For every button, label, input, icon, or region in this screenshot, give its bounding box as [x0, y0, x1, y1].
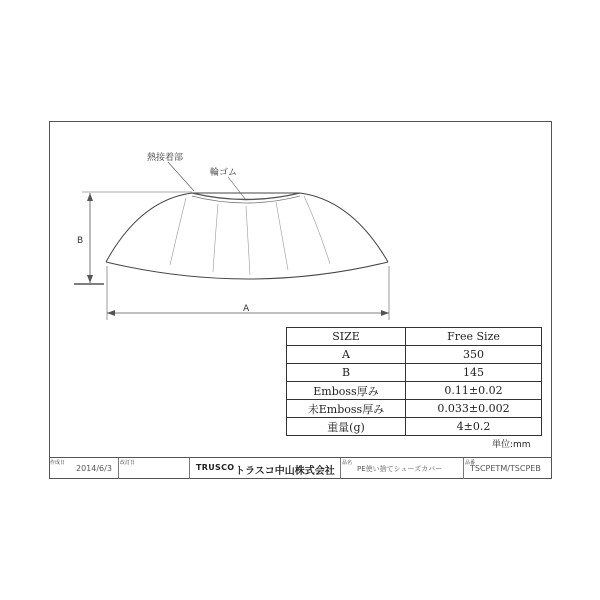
- model-cell: [464, 458, 552, 479]
- dimension-b-label: B: [77, 236, 84, 246]
- table-row: [287, 400, 542, 418]
- spec-label: Emboss厚み: [287, 382, 406, 400]
- heat-weld-leader: [168, 162, 194, 191]
- fold-line: [246, 206, 250, 275]
- fold-line: [170, 198, 186, 265]
- table-row: [287, 382, 542, 400]
- revision-cell: [119, 458, 190, 479]
- brand-logo: TRUSCO: [196, 463, 235, 472]
- elastic-band: [192, 193, 300, 200]
- created-date: 2014/6/3: [76, 464, 112, 473]
- unit-label: 単位:mm: [492, 440, 531, 450]
- product-cell: [341, 458, 464, 479]
- elastic-label: 輪ゴム: [210, 168, 238, 178]
- spec-value: 350: [406, 346, 542, 364]
- spec-value: 145: [406, 364, 542, 382]
- table-row: [287, 328, 542, 346]
- spec-label: 重量(g): [287, 418, 406, 436]
- company-name: トラスコ中山株式会社: [235, 466, 335, 477]
- table-row: [287, 364, 542, 382]
- spec-value: 0.11±0.02: [406, 382, 542, 400]
- elastic-leader: [228, 177, 246, 200]
- created-caption: 作成日: [50, 460, 66, 466]
- spec-value: Free Size: [406, 328, 542, 346]
- product-caption: 品名: [342, 460, 353, 466]
- product-name: PE使い捨てシューズカバー: [357, 465, 443, 473]
- spec-label: SIZE: [287, 328, 406, 346]
- table-row: [287, 418, 542, 436]
- fold-line: [304, 196, 330, 264]
- fold-line: [213, 204, 218, 272]
- spec-value: 4±0.2: [406, 418, 542, 436]
- created-cell: [49, 458, 119, 479]
- table-row: [287, 346, 542, 364]
- model-number: TSCPETM/TSCPEB: [470, 464, 541, 473]
- revision-caption: 改訂日: [120, 460, 136, 466]
- dimension-a-label: A: [243, 304, 250, 314]
- spec-label: A: [287, 346, 406, 364]
- spec-label: 未Emboss厚み: [287, 400, 406, 418]
- model-caption: 品番: [465, 460, 476, 466]
- spec-value: 0.033±0.002: [406, 400, 542, 418]
- spec-label: B: [287, 364, 406, 382]
- title-block: [49, 457, 552, 479]
- heat-weld-label: 熱接着部: [147, 153, 184, 163]
- spec-table: [286, 327, 542, 436]
- fold-line: [276, 202, 288, 270]
- shoe-cover-bottom-edge: [106, 262, 388, 279]
- company-cell: [190, 458, 341, 479]
